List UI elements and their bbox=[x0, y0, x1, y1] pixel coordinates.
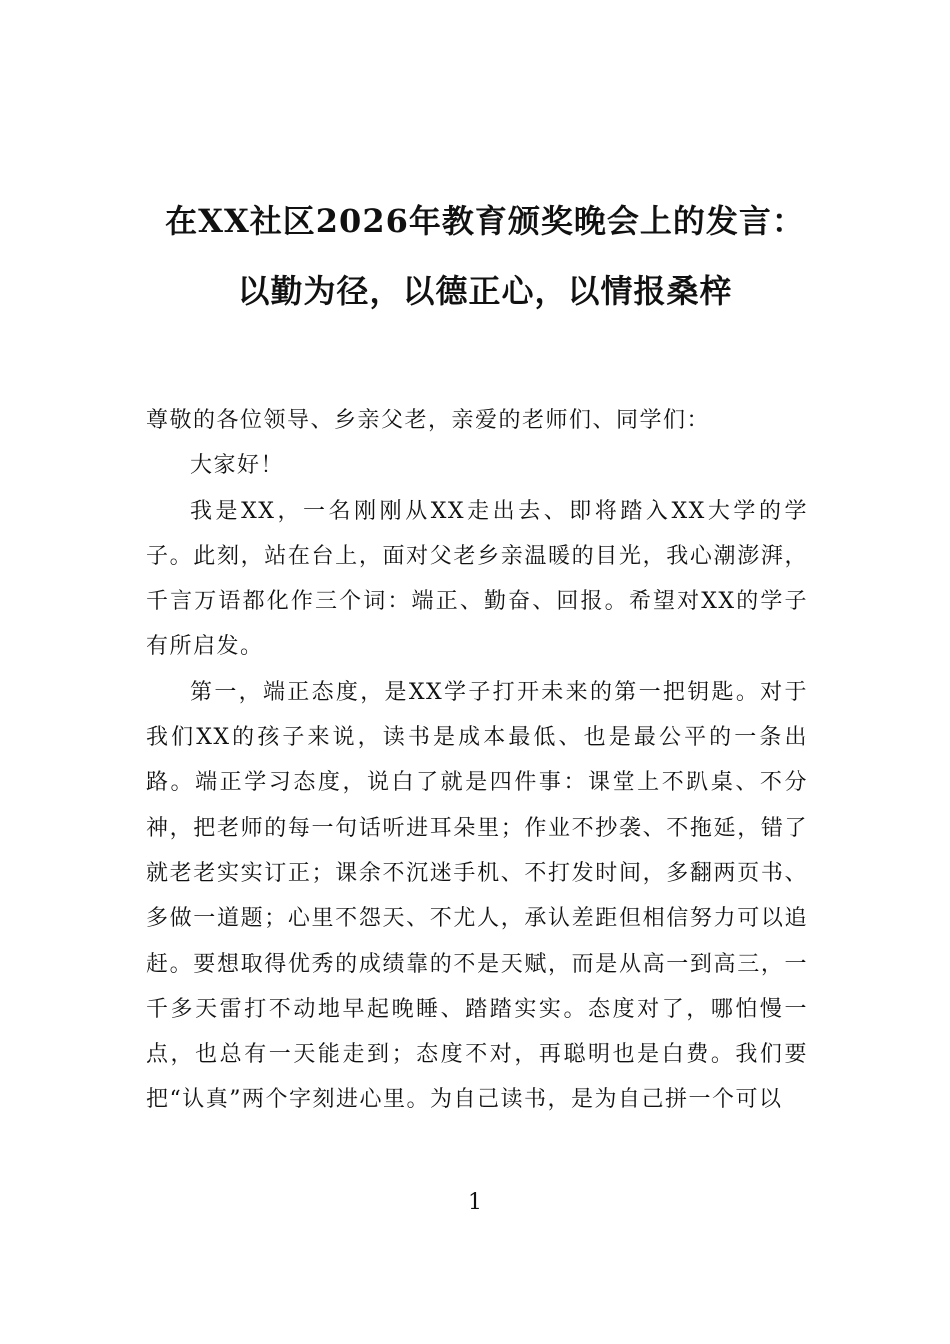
document-title-line1: 在XX社区2026年教育颁奖晚会上的发言： bbox=[165, 202, 805, 240]
document-title-line2: 以勤为径，以德正心，以情报桑梓 bbox=[237, 272, 733, 310]
paragraph-first-point: 第一，端正态度，是XX学子打开未来的第一把钥匙。对于我们XX的孩子来说，读书是成本最低、也是最公平的一条出路。端正学习态度，说白了就是四件事：课堂上不趴桌、不分神，把老师的每一句话听进耳朵里；作业不抄袭、不拖延，错了就老老实实订正；课余不沉迷手机、不打发时间，多翻两页书、多做一道题；心里不怨天、不尤人，承认差距但相信努力可以追赶。要想取得优秀的成绩靠的不是天赋，而是从高一到高三，一千多天雷打不动地早起晚睡、踏踏实实。态度对了，哪怕慢一点，也总有一天能走到；态度不对，再聪明也是白费。我们要把“认真”两个字刻进心里。为自己读书，是为自己拼一个可以 bbox=[146, 679, 808, 1113]
page-number: 1 bbox=[468, 1190, 482, 1215]
paragraph-greeting: 大家好！ bbox=[190, 453, 285, 479]
salutation: 尊敬的各位领导、乡亲父老，亲爱的老师们、同学们： bbox=[146, 408, 711, 433]
document-body bbox=[146, 398, 808, 1123]
paragraph-intro: 我是XX，一名刚刚从XX走出去、即将踏入XX大学的学子。此刻，站在台上，面对父老乡亲温暖的目光，我心潮澎湃，千言万语都化作三个词：端正、勤奋、回报。希望对XX的学子有所启发。 bbox=[146, 498, 808, 660]
